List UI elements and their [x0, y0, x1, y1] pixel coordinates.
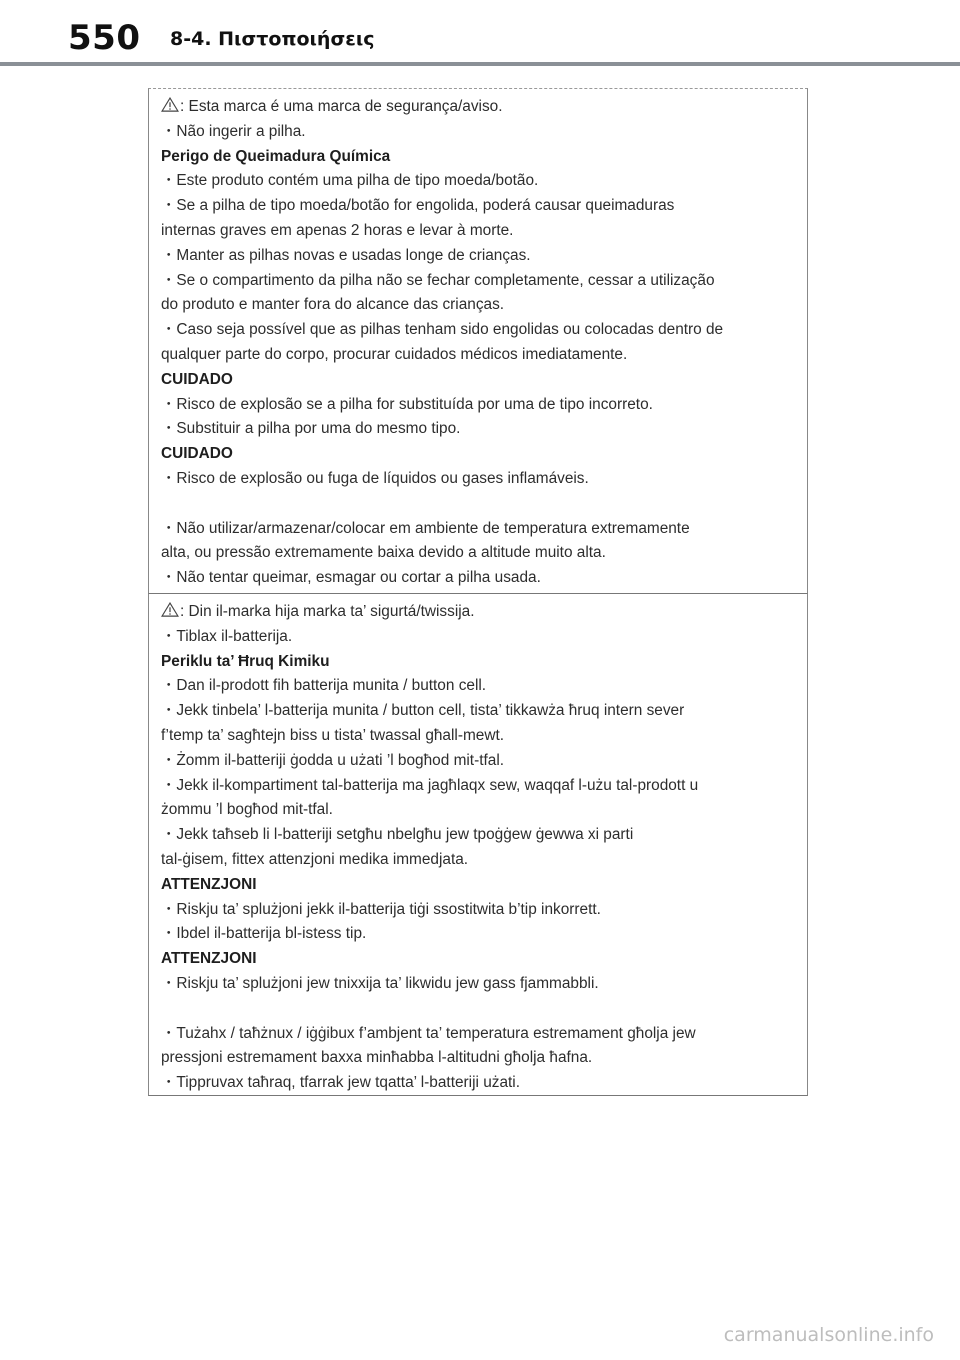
text-line — [161, 823, 801, 848]
text-line-content: Perigo de Queimadura Química — [161, 147, 391, 165]
text-line-content: pressjoni estremament baxxa minħabba l-altitudni għolja ħafna. — [161, 1049, 593, 1067]
text-line-content: alta, ou pressão extremamente baixa devido a altitude muito alta. — [161, 544, 606, 562]
text-line — [161, 318, 801, 343]
text-line — [161, 798, 801, 823]
text-line-content: żommu ’l bogħod mit-tfal. — [161, 801, 333, 819]
text-line — [161, 947, 801, 972]
text-line-content: do produto e manter fora do alcance das crianças. — [161, 296, 505, 314]
text-line-content: ・Tużahx / taħżnux / iġġibux f’ambjent ta’ temperatura estremament għolja jew — [161, 1024, 696, 1042]
portuguese-warning-box — [148, 88, 808, 594]
text-line-content: ・Não ingerir a pilha. — [161, 122, 306, 140]
text-line-content: ・Żomm il-batteriji ġodda u użati ’l bogħod mit-tfal. — [161, 751, 505, 769]
warning-triangle-icon — [161, 97, 179, 112]
text-line — [161, 95, 801, 120]
text-line — [161, 650, 801, 675]
text-line-content: CUIDADO — [161, 445, 233, 463]
text-line — [161, 343, 801, 368]
maltese-warning-text — [161, 600, 801, 1096]
text-line-content: ・Tiblax il-batterija. — [161, 627, 293, 645]
text-line-content: CUIDADO — [161, 370, 233, 388]
text-line-content: ・Riskju ta’ splużjoni jekk il-batterija tiġi ssostitwita b’tip inkorrett. — [161, 900, 601, 918]
text-line — [161, 1071, 801, 1096]
text-line — [161, 293, 801, 318]
text-line — [161, 674, 801, 699]
text-line — [161, 219, 801, 244]
text-line-content: ・Jekk taħseb li l-batteriji setgħu nbelgħu jew tpoġġew ġewwa xi parti — [161, 826, 634, 844]
text-line-content: f’temp ta’ sagħtejn biss u tista’ twassal għall-mewt. — [161, 726, 505, 744]
text-line — [161, 724, 801, 749]
text-line — [161, 997, 801, 1022]
text-line-content: qualquer parte do corpo, procurar cuidados médicos imediatamente. — [161, 345, 628, 363]
text-line — [161, 774, 801, 799]
text-line — [161, 145, 801, 170]
text-line — [161, 169, 801, 194]
text-line — [161, 120, 801, 145]
text-line — [161, 393, 801, 418]
text-line — [161, 467, 801, 492]
text-line-content: ・Não utilizar/armazenar/colocar em ambiente de temperatura extremamente — [161, 519, 690, 537]
text-line — [161, 600, 801, 625]
page-number: 550 — [68, 18, 141, 58]
text-line — [161, 244, 801, 269]
text-line-content: ・Se a pilha de tipo moeda/botão for engolida, poderá causar queimaduras — [161, 197, 675, 215]
text-line-content: ATTENZJONI — [161, 950, 257, 968]
text-line-content: ・Jekk tinbela’ l-batterija munita / button cell, tista’ tikkawża ħruq intern sever — [161, 702, 685, 720]
text-line — [161, 1022, 801, 1047]
text-line — [161, 922, 801, 947]
page-header — [0, 0, 960, 66]
portuguese-warning-text — [161, 95, 801, 591]
text-line-content: ・Manter as pilhas novas e usadas longe de crianças. — [161, 246, 531, 264]
text-line — [161, 749, 801, 774]
text-line — [161, 517, 801, 542]
text-line — [161, 442, 801, 467]
text-line-content: ・Caso seja possível que as pilhas tenham sido engolidas ou colocadas dentro de — [161, 321, 724, 339]
text-line — [161, 492, 801, 517]
text-line — [161, 194, 801, 219]
text-line — [161, 699, 801, 724]
text-line — [161, 368, 801, 393]
maltese-warning-box — [148, 594, 808, 1096]
site-watermark: carmanualsonline.info — [723, 1324, 934, 1346]
text-line-content: ATTENZJONI — [161, 875, 257, 893]
text-line-content: ・Dan il-prodott fih batterija munita / button cell. — [161, 677, 487, 695]
text-line-content: ・Substituir a pilha por uma do mesmo tipo. — [161, 420, 461, 438]
text-line-content: Periklu ta’ Ħruq Kimiku — [161, 652, 330, 670]
text-line-content: ・Ibdel il-batterija bl-istess tip. — [161, 925, 367, 943]
header-rule — [0, 62, 960, 66]
text-line-content: tal-ġisem, fittex attenzjoni medika immedjata. — [161, 850, 469, 868]
text-line-content: ・Jekk il-kompartiment tal-batterija ma jagħlaqx sew, waqqaf l-użu tal-prodott u — [161, 776, 699, 794]
text-line-content: ・Se o compartimento da pilha não se fechar completamente, cessar a utilização — [161, 271, 715, 289]
text-line — [161, 898, 801, 923]
text-line-content: internas graves em apenas 2 horas e levar à morte. — [161, 221, 514, 239]
text-line-content: ・Tippruvax taħraq, tfarrak jew tqatta’ l-batteriji użati. — [161, 1074, 520, 1092]
text-line-content: ・Riskju ta’ splużjoni jew tnixxija ta’ likwidu jew gass fjammabbli. — [161, 974, 599, 992]
text-line — [161, 972, 801, 997]
text-line — [161, 848, 801, 873]
text-line — [161, 1046, 801, 1071]
text-line-content: ・Risco de explosão se a pilha for substituída por uma de tipo incorreto. — [161, 395, 653, 413]
text-line-content: : Esta marca é uma marca de segurança/aviso. — [180, 98, 503, 115]
text-line-content: : Din il-marka hija marka ta’ sigurtá/twissija. — [180, 603, 475, 620]
text-line — [161, 873, 801, 898]
text-line — [161, 625, 801, 650]
warning-triangle-icon — [161, 602, 179, 617]
text-line-content: ・Risco de explosão ou fuga de líquidos ou gases inflamáveis. — [161, 469, 589, 487]
text-line — [161, 269, 801, 294]
text-line — [161, 541, 801, 566]
text-line — [161, 566, 801, 591]
section-title: 8-4. Πιστοποιήσεις — [170, 28, 375, 50]
text-line — [161, 417, 801, 442]
text-line-content: ・Não tentar queimar, esmagar ou cortar a pilha usada. — [161, 569, 541, 587]
text-line-content: ・Este produto contém uma pilha de tipo moeda/botão. — [161, 172, 539, 190]
